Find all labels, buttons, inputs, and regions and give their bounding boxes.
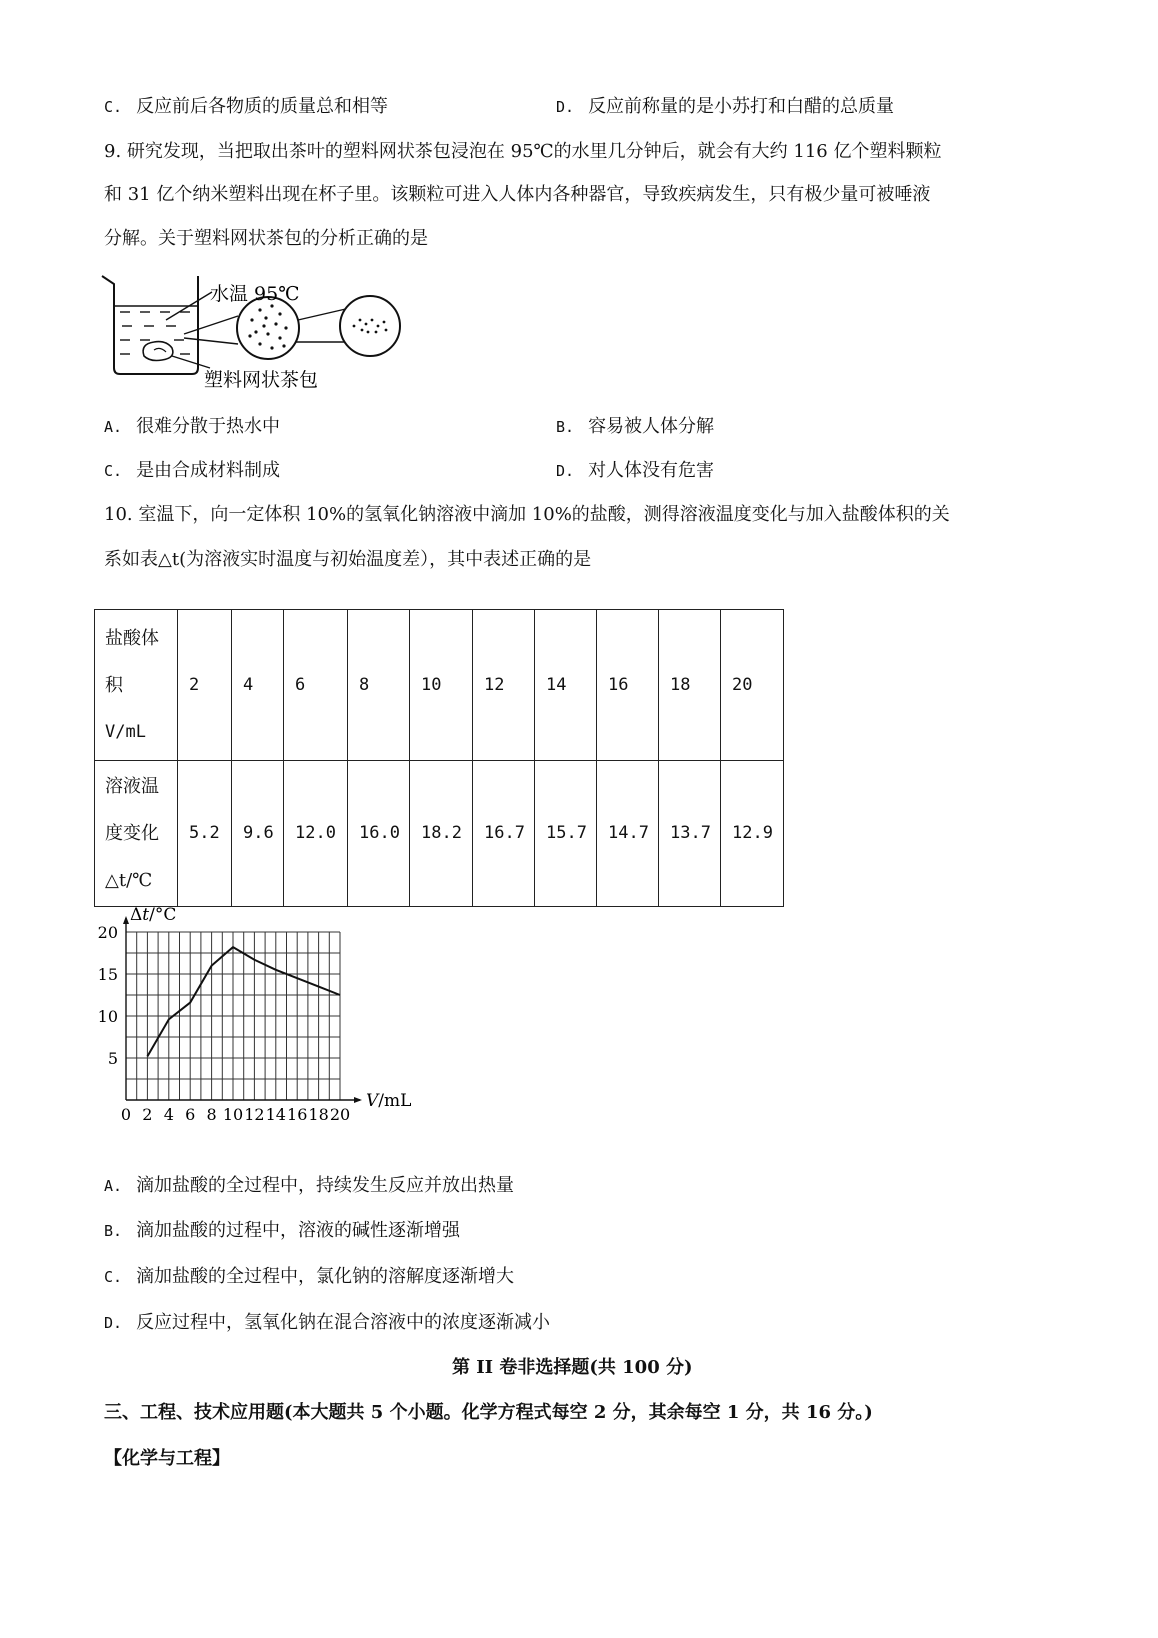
subheading: 【化学与工程】 bbox=[104, 1448, 230, 1469]
q9-teabag-figure bbox=[100, 270, 420, 396]
x-tick-label: 8 bbox=[206, 1105, 217, 1124]
table-cell: 2 bbox=[178, 610, 232, 761]
table-cell: 8 bbox=[348, 610, 410, 761]
table-cell: 20 bbox=[721, 610, 784, 761]
prev-option-d bbox=[556, 94, 894, 120]
q9-stem-line-3: 分解。关于塑料网状茶包的分析正确的是 bbox=[104, 228, 428, 249]
teabag-label: 塑料网状茶包 bbox=[204, 369, 319, 391]
option-text: 是由合成材料制成 bbox=[136, 460, 281, 481]
option-text: 反应前后各物质的质量总和相等 bbox=[136, 96, 389, 117]
q9-stem-line-1: 9. 研究发现，当把取出茶叶的塑料网状茶包浸泡在 95℃的水里几分钟后，就会有大约 116 亿个塑料颗粒 bbox=[104, 141, 942, 162]
table-row-volume bbox=[95, 610, 784, 761]
table-cell: 6 bbox=[284, 610, 348, 761]
y-tick-label: 5 bbox=[107, 1049, 118, 1068]
q9-option-b bbox=[556, 414, 714, 440]
teabag-shape bbox=[143, 342, 173, 361]
table-header-volume: 盐酸体 积 V/mL bbox=[95, 610, 178, 761]
option-text: 反应前称量的是小苏打和白醋的总质量 bbox=[588, 96, 895, 117]
option-text: 对人体没有危害 bbox=[588, 460, 715, 481]
table-cell: 16.7 bbox=[473, 761, 535, 907]
x-tick-label: 16 bbox=[287, 1105, 308, 1124]
option-label: C. bbox=[104, 98, 123, 116]
table-cell: 15.7 bbox=[535, 761, 597, 907]
q10-data-table bbox=[94, 609, 784, 907]
table-cell: 12.0 bbox=[284, 761, 348, 907]
option-label: D. bbox=[556, 462, 575, 480]
table-cell: 10 bbox=[410, 610, 473, 761]
y-axis-label: Δt/°C bbox=[130, 905, 177, 925]
table-cell: 13.7 bbox=[659, 761, 721, 907]
x-tick-label: 18 bbox=[308, 1105, 329, 1124]
q10-line-chart bbox=[96, 905, 436, 1148]
option-label: B. bbox=[556, 418, 575, 436]
q10-option-c bbox=[104, 1264, 514, 1290]
x-tick-label: 6 bbox=[185, 1105, 196, 1124]
x-tick-label: 0 bbox=[120, 1105, 132, 1124]
x-tick-label: 14 bbox=[265, 1105, 286, 1124]
q9-option-d bbox=[556, 458, 714, 484]
option-label: D. bbox=[104, 1314, 123, 1332]
section-title: 第 II 卷非选择题(共 100 分) bbox=[452, 1357, 693, 1378]
q9-option-c bbox=[104, 458, 280, 484]
table-cell: 14.7 bbox=[597, 761, 659, 907]
water-temp-label: 水温 95℃ bbox=[210, 283, 300, 305]
q10-option-d bbox=[104, 1310, 550, 1336]
table-cell: 16 bbox=[597, 610, 659, 761]
prev-option-c bbox=[104, 94, 388, 120]
q10-stem-line-1: 10. 室温下，向一定体积 10%的氢氧化钠溶液中滴加 10%的盐酸，测得溶液温度变化与加入盐酸体积的关 bbox=[104, 504, 950, 525]
part3-heading: 三、工程、技术应用题(本大题共 5 个小题。化学方程式每空 2 分，其余每空 1 分，共 16 分。) bbox=[104, 1402, 873, 1423]
y-axis-arrow bbox=[123, 916, 129, 924]
option-text: 滴加盐酸的全过程中，氯化钠的溶解度逐渐增大 bbox=[136, 1266, 515, 1287]
table-cell: 14 bbox=[535, 610, 597, 761]
option-label: B. bbox=[104, 1222, 123, 1240]
option-label: C. bbox=[104, 1268, 123, 1286]
y-tick-label: 10 bbox=[97, 1007, 118, 1026]
table-cell: 12.9 bbox=[721, 761, 784, 907]
x-tick-label: 2 bbox=[142, 1105, 153, 1124]
q9-stem-line-2: 和 31 亿个纳米塑料出现在杯子里。该颗粒可进入人体内各种器官，导致疾病发生，只有极少量可被唾液 bbox=[104, 184, 931, 205]
option-text: 滴加盐酸的过程中，溶液的碱性逐渐增强 bbox=[136, 1220, 461, 1241]
option-text: 滴加盐酸的全过程中，持续发生反应并放出热量 bbox=[136, 1175, 515, 1196]
magnified-circle-1 bbox=[237, 297, 299, 359]
table-cell: 18.2 bbox=[410, 761, 473, 907]
x-tick-label: 20 bbox=[329, 1105, 351, 1124]
q10-option-a bbox=[104, 1173, 514, 1199]
q9-option-a bbox=[104, 414, 280, 440]
table-cell: 12 bbox=[473, 610, 535, 761]
x-tick-label: 10 bbox=[222, 1105, 244, 1124]
y-tick-label: 20 bbox=[97, 923, 118, 942]
x-tick-label: 4 bbox=[163, 1105, 174, 1124]
option-label: A. bbox=[104, 418, 123, 436]
x-axis-arrow bbox=[354, 1097, 362, 1103]
magnified-circle-2 bbox=[340, 296, 400, 356]
option-label: A. bbox=[104, 1177, 123, 1195]
option-text: 很难分散于热水中 bbox=[136, 416, 281, 437]
option-label: D. bbox=[556, 98, 575, 116]
table-cell: 16.0 bbox=[348, 761, 410, 907]
q10-option-b bbox=[104, 1218, 460, 1244]
x-tick-label: 12 bbox=[244, 1105, 265, 1124]
q10-stem-line-2: 系如表△t(为溶液实时温度与初始温度差），其中表述正确的是 bbox=[104, 549, 592, 570]
option-text: 反应过程中，氢氧化钠在混合溶液中的浓度逐渐减小 bbox=[136, 1312, 551, 1333]
table-row-temperature bbox=[95, 761, 784, 907]
table-cell: 18 bbox=[659, 610, 721, 761]
option-label: C. bbox=[104, 462, 123, 480]
option-text: 容易被人体分解 bbox=[588, 416, 715, 437]
y-tick-label: 15 bbox=[97, 965, 118, 984]
table-cell: 4 bbox=[232, 610, 284, 761]
x-axis-label: V/mL bbox=[366, 1091, 412, 1111]
table-cell: 9.6 bbox=[232, 761, 284, 907]
table-header-temperature: 溶液温 度变化 △t/℃ bbox=[95, 761, 178, 907]
table-cell: 5.2 bbox=[178, 761, 232, 907]
